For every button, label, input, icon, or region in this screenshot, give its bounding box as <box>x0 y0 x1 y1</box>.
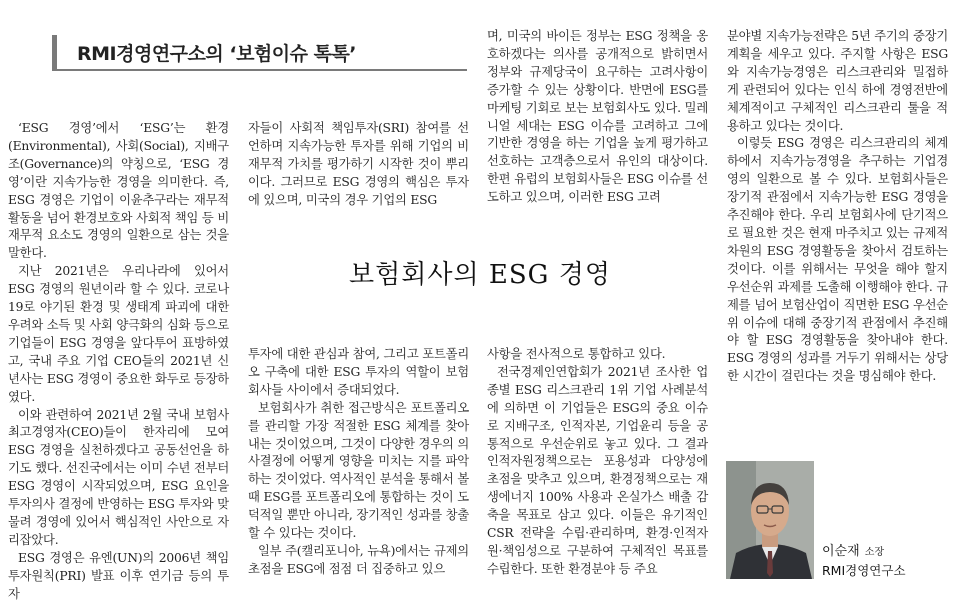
author-byline <box>822 540 906 579</box>
paragraph: 보험회사가 취한 접근방식은 포트폴리오를 관리할 가장 적절한 ESG 체계를 찾아내는 것이었으며, 그것이 다양한 경우의 의사결정에 어떻게 영향을 미치는 지를 파악하는 것이었다. 역사적인 분석을 통해서 볼 때 ESG를 포트폴리오에 통합하는 것이 도덕적일 뿐만 아니라, 장기적인 성과를 창출할 수 있다는 것이다. <box>248 400 469 541</box>
column-header <box>52 35 467 71</box>
paragraph: 며, 미국의 바이든 정부는 ESG 정책을 옹호하겠다는 의사를 공개적으로 밝히면서 정부와 규제당국이 요구하는 고려사항이 증가할 수 있는 상황이다. 반면에 ESG를 마케팅 기회로 보는 보험회사도 있다. 밀레니얼 세대는 ESG 이슈를 고려하고 그에 기반한 경영을 하는 기업을 높게 평가하고 선호하는 고객층으로서 유인의 대상이다. 한편 유럽의 보험회사들은 ESG 이슈를 선도하고 있으며, 이러한 ESG 고려 <box>487 29 708 205</box>
paragraph: 이렇듯 ESG 경영은 리스크관리의 체계하에서 지속가능경영을 추구하는 기업경영의 일환으로 볼 수 있다. 보험회사들은 장기적 관점에서 지속가능한 ESG 경영을 추진해야 한다. 우리 보험회사에 단기적으로 필요한 것은 현재 마주치고 있는 규제적 차원의 ESG 경영활동을 찾아서 검토하는 것이다. 이를 위해서는 무엇을 해야 할지 우선순위 과제를 도출해 이행해야 한다. 규제를 넘어 보험산업이 직면한 ESG 우선순위 이슈에 대해 중장기적 관점에서 추진해야 할 ESG 경영활동을 찾아내야 한다. ESG 경영의 성과를 거두기 위해서는 상당한 시간이 걸린다는 것을 명심해야 한다. <box>727 136 948 384</box>
author-org: RMI경영연구소 <box>822 563 906 578</box>
author-photo <box>726 461 814 579</box>
article-column-4 <box>727 28 948 386</box>
article-column-3-top <box>487 28 708 207</box>
paragraph: 자들이 사회적 책임투자(SRI) 참여를 선언하며 지속가능한 투자를 위해 기업의 비재무적 가치를 평가하기 시작한 것이 뿌리이다. 그러므로 ESG 경영의 핵심은 투자에 있으며, 미국의 경우 기업의 ESG <box>248 121 469 207</box>
paragraph: 일부 주(캘리포니아, 뉴욕)에서는 규제의 초점을 ESG에 점점 더 집중하고 있으 <box>248 543 469 576</box>
paragraph: 분야별 지속가능전략은 5년 주기의 중장기 계획을 세우고 있다. 주지할 사항은 ESG와 지속가능경영은 리스크관리와 밀접하게 관련되어 있다는 인식 하에 경영전반에 체계적이고 구체적인 리스크관리 툴을 적용하고 있다는 것이다. <box>727 29 948 133</box>
paragraph: 지난 2021년은 우리나라에 있어서 ESG 경영의 원년이라 할 수 있다. 코로나19로 야기된 환경 및 생태계 파괴에 대한 우려와 소득 및 사회 양극화의 심화 등으로 기업들이 ESG 경영을 앞다투어 표방하였고, 국내 주요 기업 CEO들의 2021년 신년사는 ESG 경영이 중요한 화두로 등장하였다. <box>8 264 229 404</box>
paragraph: ESG 경영은 유엔(UN)의 2006년 책임투자원칙(PRI) 발표 이후 연기금 등의 투자 <box>8 550 229 601</box>
paragraph: 투자에 대한 관심과 참여, 그리고 포트폴리오 구축에 대한 ESG 투자의 역할이 보험회사들 사이에서 증대되었다. <box>248 347 469 397</box>
article-column-3-bottom <box>487 346 708 579</box>
paragraph: 사항을 전사적으로 통합하고 있다. <box>487 347 666 361</box>
author-title: 소장 <box>864 547 885 558</box>
paragraph: 전국경제인연합회가 2021년 조사한 업종별 ESG 리스크관리 1위 기업 사례분석에 의하면 이 기업들은 ESG의 중요 이슈로 지배구조, 인적자본, 기업윤리 등을 공통적으로 우선순위로 놓고 있다. 그 결과 인적자원정책으로는 포용성과 다양성에 초점을 맞추고 있으며, 환경정책으로는 재생에너지 100% 사용과 온실가스 배출 감축을 목표로 삼고 있다. 이들은 유기적인 CSR 전략을 수립·관리하며, 환경·인적자원·책임성으로 구분하여 구체적인 목표를 수립한다. 또한 환경분야 등 주요 <box>487 364 708 576</box>
article-column-2-bottom <box>248 346 469 579</box>
article-column-1 <box>8 120 229 603</box>
author-name: 이순재 <box>822 544 860 559</box>
article-headline: 보험회사의 ESG 경영 <box>349 260 611 290</box>
column-header-title: RMI경영연구소의 ‘보험이슈 톡톡’ <box>77 43 357 65</box>
article-column-2-top <box>248 120 469 210</box>
paragraph: ‘ESG 경영’에서 ‘ESG’는 환경(Environmental), 사회(Social), 지배구조(Governance)의 약칭으로, ‘ESG 경영’이란 지속가능한 경영을 의미한다. 즉, ESG 경영은 기업이 이윤추구라는 재무적 활동을 넘어 환경보호와 사회적 책임 등 비재무적 요소도 경영의 일환으로 삼는 것을 말한다. <box>8 121 229 261</box>
paragraph: 이와 관련하여 2021년 2월 국내 보험사 최고경영자(CEO)들이 한자리에 모여 ESG 경영을 실천하겠다고 공동선언을 하기도 했다. 선진국에서는 이미 수년 전부터 ESG 경영이 시작되었으며, ESG 요인을 투자의사 결정에 반영하는 ESG 투자와 맞물려 경영에 있어서 핵심적인 사안으로 자리잡았다. <box>8 407 229 547</box>
